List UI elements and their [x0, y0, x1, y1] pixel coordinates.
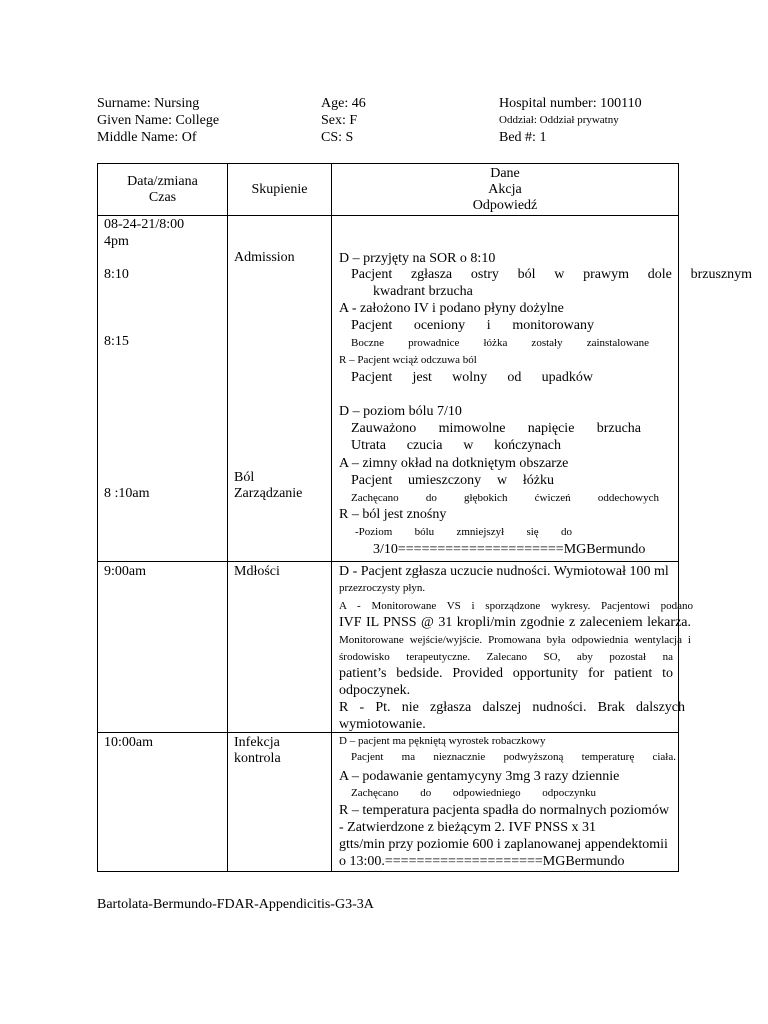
given-name-field: Given Name: College	[97, 113, 220, 128]
cs-field: CS: S	[321, 130, 354, 145]
row1-focus: Ból	[234, 470, 255, 485]
row2-notes-cell	[332, 562, 693, 733]
col-header-date-line2: Czas	[148, 189, 177, 205]
col-header-focus	[228, 164, 332, 216]
fdar-table	[97, 163, 752, 872]
note-line: gtts/min przy poziomie 600 i zaplanowanej appendektomii	[339, 837, 668, 852]
table-row	[98, 562, 679, 733]
note-line: A – zimny okład na dotkniętym obszarze	[339, 456, 569, 471]
middle-name-field: Middle Name: Of	[97, 130, 197, 145]
hospital-number-field: Hospital number: 100110	[499, 96, 642, 111]
note-line: D – przyjęty na SOR o 8:10	[339, 251, 496, 266]
col-header-date	[98, 164, 228, 216]
note-line: D - Pacjent zgłasza uczucie nudności. Wymiotował 100 ml	[339, 564, 669, 579]
note-line: środowisko terapeutyczne. Zalecano SO, aby pozostał na	[339, 651, 673, 663]
note-line: R – temperatura pacjenta spadła do normalnych poziomów	[339, 803, 670, 818]
table-row	[98, 216, 679, 562]
patient-header-left	[97, 95, 219, 146]
note-line: Pacjent ma nieznacznie podwyższoną temperaturę ciała.	[351, 751, 676, 763]
note-line: patient’s bedside. Provided opportunity for patient to	[339, 666, 673, 681]
note-line: A - założono IV i podano płyny dożylne	[339, 301, 564, 316]
note-line: - Zatwierdzone z bieżącym 2. IVF PNSS x 31	[339, 820, 596, 835]
row3-time-cell	[98, 733, 228, 872]
table-header-row	[98, 164, 679, 216]
note-line: A – podawanie gentamycyny 3mg 3 razy dziennie	[339, 769, 620, 784]
note-line: kwadrant brzucha	[373, 284, 473, 299]
col-header-notes-line3: Odpowiedź	[472, 197, 538, 213]
ward-field: Oddział: Oddział prywatny	[499, 114, 619, 126]
note-line: 3/10=====================MGBermundo	[373, 542, 646, 557]
row2-focus-cell	[228, 562, 332, 733]
note-line: wymiotowanie.	[339, 717, 426, 732]
row1-focus-cell	[228, 216, 332, 562]
note-line: R – ból jest znośny	[339, 507, 447, 522]
note-line: o 13:00.====================MGBermundo	[339, 854, 625, 869]
row2-time-cell	[98, 562, 228, 733]
row1-focus: Admission	[234, 250, 295, 265]
note-line: Pacjent umieszczony w łóżku	[351, 473, 554, 488]
row1-time: 8:15	[104, 334, 129, 349]
col-header-date-line1: Data/zmiana	[127, 173, 198, 189]
row1-time: 4pm	[104, 234, 129, 249]
note-line: przezroczysty płyn.	[339, 582, 426, 594]
row1-time: 08-24-21/8:00	[104, 217, 185, 232]
col-header-notes-line2: Akcja	[488, 181, 522, 197]
note-line: Monitorowane wejście/wyjście. Promowana była odpowiednia wentylacja i	[339, 634, 691, 646]
note-line: Pacjent oceniony i monitorowany	[351, 318, 594, 333]
row2-time: 9:00am	[104, 564, 146, 579]
row3-focus: kontrola	[234, 751, 281, 766]
row3-focus: Infekcja	[234, 735, 280, 750]
table-row	[98, 733, 679, 872]
bed-field: Bed #: 1	[499, 130, 547, 145]
col-header-focus-label: Skupienie	[251, 181, 308, 197]
row3-time: 10:00am	[104, 735, 153, 750]
note-line: Zachęcano do odpowiedniego odpoczynku	[351, 787, 596, 799]
document-footer: Bartolata-Bermundo-FDAR-Appendicitis-G3-3A	[97, 897, 374, 912]
age-field: Age: 46	[321, 96, 366, 111]
patient-header-right	[499, 95, 642, 146]
note-line: -Poziom bólu zmniejszył się do	[355, 526, 572, 538]
note-line: D – pacjent ma pękniętą wyrostek robaczkowy	[339, 735, 546, 747]
note-line: R - Pt. nie zgłasza dalszej nudności. Brak dalszych	[339, 700, 685, 715]
note-line: odpoczynek.	[339, 683, 411, 698]
patient-header-mid	[321, 95, 366, 146]
note-line: A - Monitorowane VS i sporządzone wykresy. Pacjentowi podano	[339, 600, 693, 612]
row1-time-cell	[98, 216, 228, 562]
row1-time: 8 :10am	[104, 486, 150, 501]
note-line: Pacjent jest wolny od upadków	[351, 370, 593, 385]
row1-focus: Zarządzanie	[234, 486, 303, 501]
row2-focus: Mdłości	[234, 564, 280, 579]
surname-field: Surname: Nursing	[97, 96, 200, 111]
note-line: Zachęcano do głębokich ćwiczeń oddechowych	[351, 492, 659, 504]
note-line: Zauważono mimowolne napięcie brzucha	[351, 421, 641, 436]
note-line: Utrata czucia w kończynach	[351, 438, 561, 453]
note-line: D – poziom bólu 7/10	[339, 404, 462, 419]
row1-time: 8:10	[104, 267, 129, 282]
row3-focus-cell	[228, 733, 332, 872]
note-line: Boczne prowadnice łóżka zostały zainstalowane	[351, 337, 649, 349]
note-line: Pacjent zgłasza ostry ból w prawym dole brzusznym	[351, 267, 752, 282]
row1-notes-cell	[332, 216, 752, 562]
row3-notes-cell	[332, 733, 679, 872]
col-header-notes-line1: Dane	[490, 165, 520, 181]
sex-field: Sex: F	[321, 113, 358, 128]
note-line: IVF IL PNSS @ 31 kropli/min zgodnie z zaleceniem lekarza.	[339, 615, 691, 630]
col-header-notes	[332, 164, 679, 216]
note-line: R – Pacjent wciąż odczuwa ból	[339, 354, 477, 366]
